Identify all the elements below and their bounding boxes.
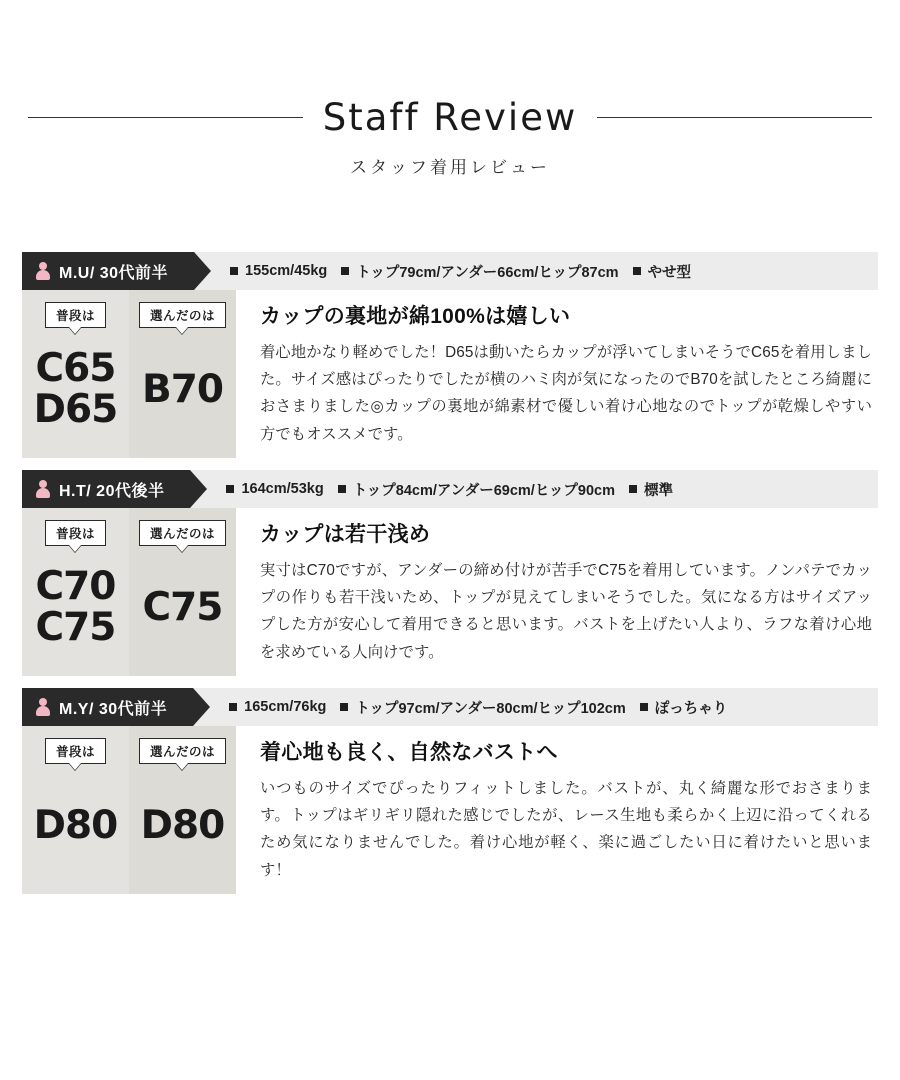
size-value: C65 <box>35 346 116 392</box>
review-item <box>22 688 878 894</box>
spec-text: 164cm/53kg <box>241 481 324 497</box>
bullet-square-icon <box>229 703 237 711</box>
reviewer-name: M.U/ 30代前半 <box>59 264 169 282</box>
chosen-size-column <box>129 726 236 894</box>
chosen-size-values <box>141 764 225 894</box>
chosen-size-values <box>142 328 223 458</box>
spec-item <box>340 697 625 718</box>
person-icon <box>36 262 50 280</box>
usual-size-label: 普段は <box>45 302 106 328</box>
reviewer-name: M.Y/ 30代前半 <box>59 700 168 718</box>
page-subtitle: スタッフ着用レビュー <box>350 158 550 177</box>
usual-size-label: 普段は <box>45 738 106 764</box>
chosen-size-label: 選んだのは <box>139 520 226 546</box>
chosen-size-column <box>129 508 236 676</box>
reviewer-chip <box>22 252 194 290</box>
reviewer-bar <box>22 470 878 508</box>
review-text-column <box>236 290 878 458</box>
bullet-square-icon <box>629 485 637 493</box>
title-row <box>0 96 900 139</box>
spec-text: 165cm/76kg <box>244 699 327 715</box>
bullet-square-icon <box>230 267 238 275</box>
bullet-square-icon <box>341 267 349 275</box>
review-item <box>22 252 878 458</box>
review-title: 着心地も良く、自然なバストへ <box>260 741 558 764</box>
review-text-column <box>236 726 878 894</box>
size-value: C75 <box>35 605 116 650</box>
person-icon <box>36 480 50 498</box>
spec-item <box>229 699 326 715</box>
size-value: B70 <box>142 366 223 412</box>
spec-item <box>230 263 327 279</box>
usual-size-values <box>34 328 118 458</box>
chosen-size-column <box>129 290 236 458</box>
reviewer-bar <box>22 688 878 726</box>
usual-size-values <box>34 764 118 894</box>
size-value: C70 <box>35 564 116 610</box>
size-panel <box>22 508 236 676</box>
bullet-square-icon <box>340 703 348 711</box>
reviewer-chip <box>22 470 190 508</box>
spec-item <box>629 479 673 500</box>
size-value: D80 <box>140 802 225 848</box>
reviewer-specs <box>193 688 878 726</box>
size-value: C75 <box>142 584 223 630</box>
usual-size-column <box>22 508 129 676</box>
title-rule-right <box>597 117 872 118</box>
spec-item <box>226 481 323 497</box>
bullet-square-icon <box>226 485 234 493</box>
reviewer-bar <box>22 252 878 290</box>
person-icon <box>36 698 50 716</box>
review-list <box>0 252 900 894</box>
spec-text: 155cm/45kg <box>245 263 328 279</box>
spec-text: トップ84cm/アンダー69cm/ヒップ90cm <box>352 482 615 499</box>
usual-size-column <box>22 290 129 458</box>
size-value: D80 <box>33 802 118 848</box>
review-text: いつものサイズでぴったりフィットしました。バストが、丸く綺麗な形でおさまります。トップはギリギリ隠れた感じでしたが、レース生地も柔らかく上辺に沿ってくれるため気になりませんでした。着け心地が軽く、楽に過ごしたい日に着けたいと思います！ <box>260 780 872 879</box>
reviewer-name: H.T/ 20代後半 <box>59 482 165 500</box>
spec-item <box>640 697 728 718</box>
review-text: 実寸はC70ですが、アンダーの締め付けが苦手でC75を着用しています。ノンパテでカップの作りも若干浅いため、トップが見えてしまいそうでした。気になる方はサイズアップした方が安心して着用できると思います。バストを上げたい人より、ラフな着け心地を求めている人向けです。 <box>260 562 872 661</box>
spec-text: やせ型 <box>647 264 692 281</box>
bullet-square-icon <box>338 485 346 493</box>
review-item <box>22 470 878 676</box>
bullet-square-icon <box>633 267 641 275</box>
reviewer-chip <box>22 688 193 726</box>
review-title: カップは若干浅め <box>260 523 431 546</box>
review-body <box>22 508 878 676</box>
review-body <box>22 290 878 458</box>
spec-item <box>341 261 618 282</box>
chosen-size-values <box>143 546 223 676</box>
chosen-size-label: 選んだのは <box>139 302 226 328</box>
bullet-square-icon <box>640 703 648 711</box>
spec-text: 標準 <box>644 482 673 499</box>
reviewer-specs <box>190 470 878 508</box>
spec-item <box>338 479 615 500</box>
spec-item <box>633 261 692 282</box>
reviewer-specs <box>194 252 878 290</box>
review-body <box>22 726 878 894</box>
spec-text: ぽっちゃり <box>654 700 728 717</box>
title-rule-left <box>28 117 303 118</box>
size-panel <box>22 290 236 458</box>
chosen-size-label: 選んだのは <box>139 738 226 764</box>
spec-text: トップ97cm/アンダー80cm/ヒップ102cm <box>355 700 626 717</box>
review-title: カップの裏地が綿100%は嬉しい <box>260 305 571 328</box>
usual-size-column <box>22 726 129 894</box>
review-text: 着心地かなり軽めでした！D65は動いたらカップが浮いてしまいそうでC65を着用しました。サイズ感はぴったりでしたが横のハミ肉が気になったのでB70を試したところ綺麗におさまりました◎カップの裏地が綿素材で優しい着け心地なのでトップが乾燥しやすい方でもオススメです。 <box>260 344 872 443</box>
review-text-column <box>236 508 878 676</box>
usual-size-label: 普段は <box>45 520 106 546</box>
size-value: D65 <box>33 387 118 432</box>
page-header <box>0 0 900 178</box>
spec-text: トップ79cm/アンダー66cm/ヒップ87cm <box>356 264 619 281</box>
page-title: Staff Review <box>322 96 578 139</box>
usual-size-values <box>36 546 116 676</box>
size-panel <box>22 726 236 894</box>
